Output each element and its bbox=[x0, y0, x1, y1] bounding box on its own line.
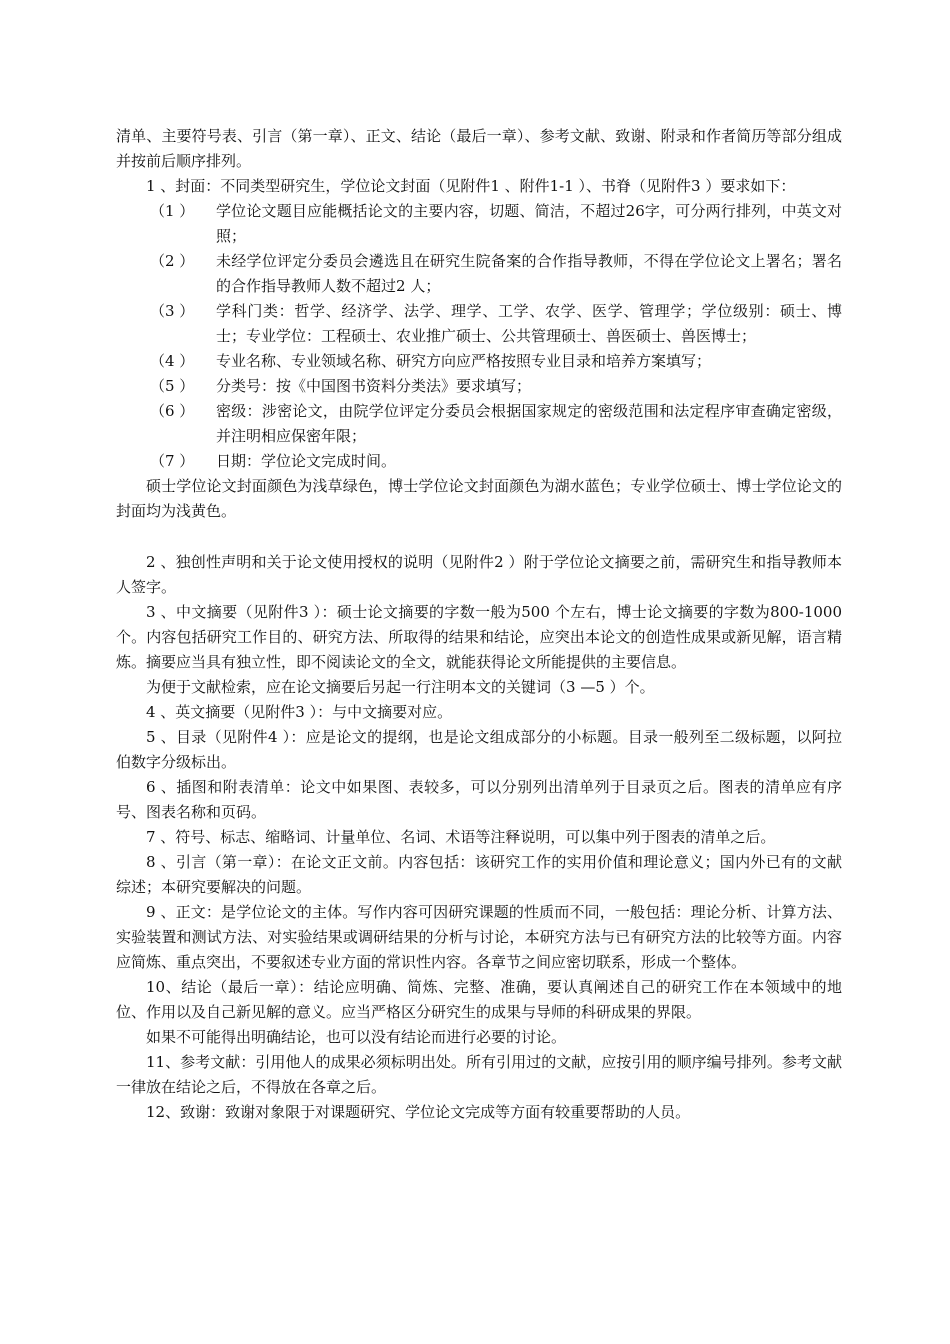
section-5-contents: 5 、目录（见附件4 ）：应是论文的提纲，也是论文组成部分的小标题。目录一般列至二级标题，以阿拉伯数字分级标出。 bbox=[116, 728, 842, 771]
section-7-symbols: 7 、符号、标志、缩略词、计量单位、名词、术语等注释说明，可以集中列于图表的清单之后。 bbox=[146, 828, 776, 846]
list-item-text: 日期：学位论文完成时间。 bbox=[216, 452, 397, 470]
list-item-text: 未经学位评定分委员会遴选且在研究生院备案的合作指导教师，不得在学位论文上署名；署名的合作指导教师人数不超过2 人； bbox=[216, 252, 842, 295]
list-item-number: （5 ） bbox=[150, 377, 195, 395]
list-item bbox=[150, 299, 842, 349]
list-item bbox=[150, 349, 842, 374]
list-item-number: （2 ） bbox=[150, 252, 195, 270]
list-item bbox=[150, 374, 842, 399]
keywords-paragraph: 为便于文献检索，应在论文摘要后另起一行注明本文的关键词（3 —5 ）个。 bbox=[146, 678, 655, 696]
list-item-number: （4 ） bbox=[150, 352, 195, 370]
list-item-text: 学位论文题目应能概括论文的主要内容，切题、简洁，不超过26字，可分两行排列，中英文对照； bbox=[216, 202, 842, 245]
list-item-text: 分类号：按《中国图书资料分类法》要求填写； bbox=[216, 377, 532, 395]
section-11-references: 11、参考文献：引用他人的成果必须标明出处。所有引用过的文献，应按引用的顺序编号排列。参考文献一律放在结论之后，不得放在各章之后。 bbox=[116, 1053, 842, 1096]
paragraph-spacer bbox=[116, 524, 842, 550]
list-item-text: 专业名称、专业领域名称、研究方向应严格按照专业目录和培养方案填写； bbox=[216, 352, 712, 370]
list-item-text: 密级：涉密论文，由院学位评定分委员会根据国家规定的密级范围和法定程序审查确定密级，并注明相应保密年限； bbox=[216, 402, 842, 445]
list-item-number: （6 ） bbox=[150, 402, 195, 420]
list-item-number: （3 ） bbox=[150, 302, 195, 320]
list-item bbox=[150, 449, 842, 474]
section-12-acknowledgements: 12、致谢：致谢对象限于对课题研究、学位论文完成等方面有较重要帮助的人员。 bbox=[146, 1103, 691, 1121]
document-page bbox=[116, 124, 842, 1125]
intro-paragraph: 清单、主要符号表、引言（第一章）、正文、结论（最后一章）、参考文献、致谢、附录和作者简历等部分组成并按前后顺序排列。 bbox=[116, 127, 842, 170]
list-item bbox=[150, 249, 842, 299]
section-2-declaration: 2 、独创性声明和关于论文使用授权的说明（见附件2 ）附于学位论文摘要之前，需研究生和指导教师本人签字。 bbox=[116, 553, 842, 596]
list-item-number: （1 ） bbox=[150, 202, 195, 220]
section-10-conclusion: 10、结论（最后一章）：结论应明确、简炼、完整、准确，要认真阐述自己的研究工作在本领域中的地位、作用以及自己新见解的意义。应当严格区分研究生的成果与导师的科研成果的界限。 bbox=[116, 978, 842, 1021]
list-item bbox=[150, 199, 842, 249]
cover-color-paragraph: 硕士学位论文封面颜色为浅草绿色，博士学位论文封面颜色为湖水蓝色；专业学位硕士、博士学位论文的封面均为浅黄色。 bbox=[116, 477, 842, 520]
section-9-main-body: 9 、正文：是学位论文的主体。写作内容可因研究课题的性质而不同，一般包括：理论分析、计算方法、实验装置和测试方法、对实验结果或调研结果的分析与讨论，本研究方法与已有研究方法的比较等方面。内容应简炼、重点突出，不要叙述专业方面的常识性内容。各章节之间应密切联系，形成一个整体。 bbox=[116, 903, 842, 971]
conclusion-note: 如果不可能得出明确结论，也可以没有结论而进行必要的讨论。 bbox=[146, 1028, 567, 1046]
section-8-introduction: 8 、引言（第一章）：在论文正文前。内容包括：该研究工作的实用价值和理论意义；国内外已有的文献综述；本研究要解决的问题。 bbox=[116, 853, 842, 896]
list-item bbox=[150, 399, 842, 449]
section-1-cover: 1 、封面：不同类型研究生，学位论文封面（见附件1 、附件1-1 ）、书脊（见附件3 ）要求如下： bbox=[146, 177, 796, 195]
section-3-chinese-abstract: 3 、中文摘要（见附件3 ）：硕士论文摘要的字数一般为500 个左右，博士论文摘要的字数为800-1000个。内容包括研究工作目的、研究方法、所取得的结果和结论，应突出本论文的创造性成果或新见解，语言精炼。摘要应当具有独立性，即不阅读论文的全文，就能获得论文所能提供的主要信息。 bbox=[116, 603, 842, 671]
list-item-text: 学科门类：哲学、经济学、法学、理学、工学、农学、医学、管理学；学位级别：硕士、博士；专业学位：工程硕士、农业推广硕士、公共管理硕士、兽医硕士、兽医博士； bbox=[216, 302, 842, 345]
list-item-number: （7 ） bbox=[150, 452, 195, 470]
section-4-english-abstract: 4 、英文摘要（见附件3 ）：与中文摘要对应。 bbox=[146, 703, 453, 721]
section-6-figures-tables: 6 、插图和附表清单：论文中如果图、表较多，可以分别列出清单列于目录页之后。图表的清单应有序号、图表名称和页码。 bbox=[116, 778, 842, 821]
